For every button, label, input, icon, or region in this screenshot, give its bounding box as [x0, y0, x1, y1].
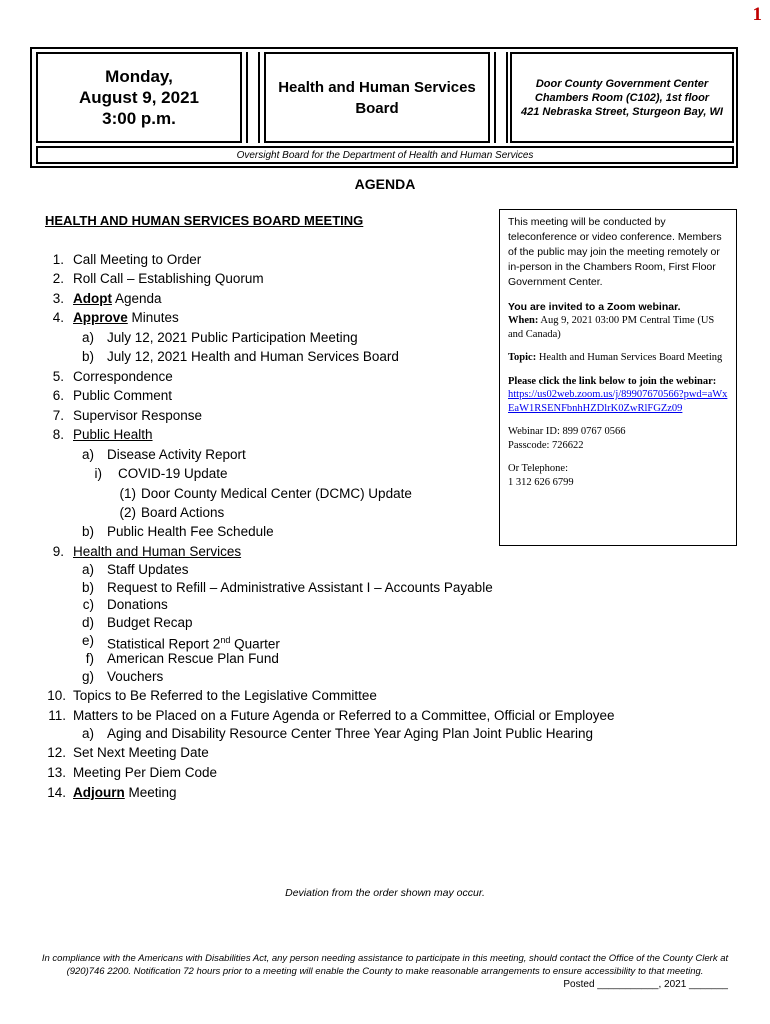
zoom-topic-value: Health and Human Services Board Meeting [538, 352, 723, 363]
zoom-info-box [499, 209, 737, 546]
zoom-link[interactable]: https://us02web.zoom.us/j/89907670566?pwd=aWxEaW1RSENFbnhHZDlrK0ZwRlFGZz09 [508, 389, 728, 414]
zoom-webinar-id: Webinar ID: 899 0767 0566 [508, 426, 626, 437]
location-room: Chambers Room (C102), 1st floor [534, 91, 710, 104]
zoom-topic-label: Topic: [508, 352, 537, 363]
deviation-notice: Deviation from the order shown may occur. [285, 887, 485, 899]
meeting-day: Monday, [105, 67, 173, 86]
meeting-date-box [36, 52, 242, 143]
board-name-box [264, 52, 490, 143]
board-name-line-1: Health and Human Services [278, 78, 476, 96]
ada-notice: In compliance with the Americans with Disabilities Act, any person needing assistance to participate in this meeting, should contact the Office of the County Clerk at (920)746 2200. Notification 72 hours prior to a meeting will enable the County to make reasonable arrangements to ensure accessibility to that meeting. [41, 953, 729, 977]
zoom-when-label: When: [508, 315, 539, 326]
meeting-time: 3:00 p.m. [102, 109, 176, 128]
zoom-invite: You are invited to a Zoom webinar. [508, 301, 681, 313]
zoom-intro: This meeting will be conducted by teleconference or video conference. Members of the public may join the meeting remotely or in-person in the Chambers Room, First Floor Government Center. [508, 216, 722, 288]
board-name-line-2: Board [355, 99, 399, 117]
zoom-passcode: Passcode: 726622 [508, 439, 584, 451]
zoom-click-text: Please click the link below to join the webinar: [508, 375, 717, 387]
header-divider [246, 52, 260, 143]
meeting-heading: HEALTH AND HUMAN SERVICES BOARD MEETING [45, 213, 364, 228]
page-number: 1 [752, 4, 762, 25]
zoom-when-value: Aug 9, 2021 03:00 PM Central Time (US and Canada) [508, 315, 715, 340]
header-divider [494, 52, 508, 143]
location-box [510, 52, 734, 143]
zoom-telephone-label: Or Telephone: [508, 463, 569, 474]
posted-line: Posted ___________, 2021 _______ [563, 979, 728, 990]
location-building: Door County Government Center [535, 77, 709, 90]
location-address: 421 Nebraska Street, Sturgeon Bay, WI [521, 105, 723, 118]
oversight-box [36, 146, 734, 164]
zoom-telephone: 1 312 626 6799 [508, 476, 574, 488]
agenda-title: AGENDA [354, 176, 416, 192]
meeting-date: August 9, 2021 [79, 88, 199, 107]
oversight-text: Oversight Board for the Department of Health and Human Services [236, 149, 534, 161]
